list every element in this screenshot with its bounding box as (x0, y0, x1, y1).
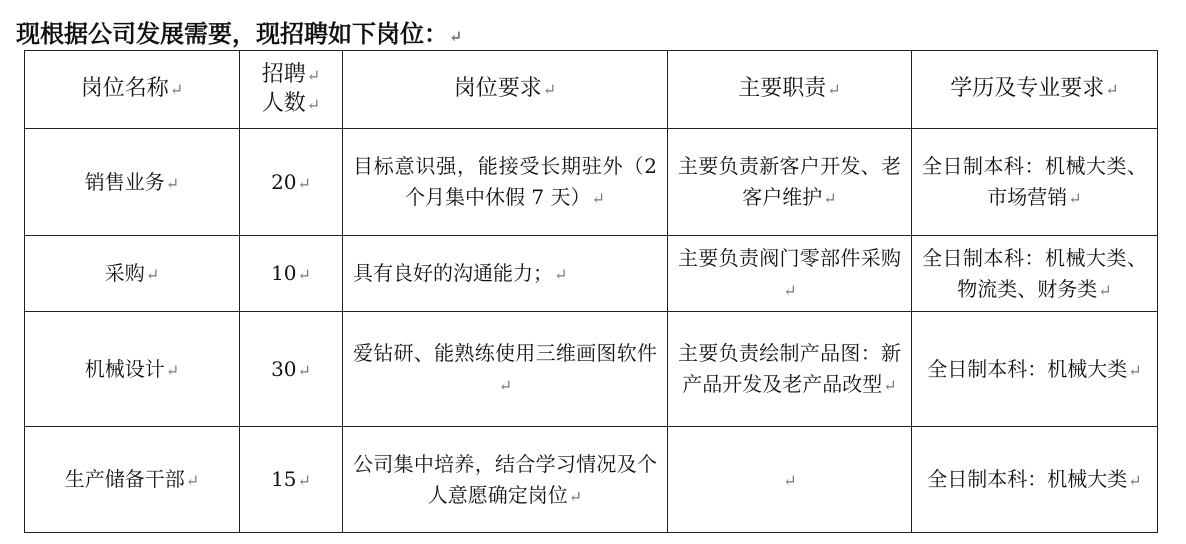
paragraph-mark-icon: ↵ (165, 360, 180, 380)
paragraph-mark-icon: ↵ (827, 80, 841, 100)
paragraph-mark-icon: ↵ (185, 471, 200, 490)
paragraph-mark-icon: ↵ (591, 189, 605, 208)
cell-position: 采购↵ (25, 236, 240, 312)
header-row (25, 51, 1158, 129)
paragraph-mark-icon: ↵ (297, 471, 311, 490)
paragraph-mark-icon: ↵ (498, 376, 513, 395)
cell-duties: 主要负责新客户开发、老客户维护↵ (668, 129, 912, 236)
paragraph-mark-icon: ↵ (165, 173, 180, 193)
table-row (25, 427, 1158, 533)
paragraph-mark-icon: ↵ (1128, 471, 1142, 490)
paragraph-mark-icon: ↵ (783, 280, 797, 300)
header-position: 岗位名称↵ (25, 51, 240, 129)
cell-position: 销售业务↵ (25, 129, 240, 236)
paragraph-mark-icon: ↵ (883, 376, 897, 395)
paragraph-mark-icon: ↵ (297, 265, 311, 284)
table-row (25, 129, 1158, 236)
cell-count: 30↵ (240, 312, 343, 427)
intro-text (16, 14, 462, 49)
paragraph-mark-icon: ↵ (1098, 280, 1112, 300)
cell-position: 生产储备干部↵ (25, 427, 240, 533)
paragraph-mark-icon: ↵ (306, 94, 321, 114)
paragraph-mark-icon: ↵ (297, 360, 311, 380)
paragraph-mark-icon: ↵ (449, 27, 463, 46)
cell-requirements: 爱钻研、能熟练使用三维画图软件↵ (343, 312, 668, 427)
header-duties: 主要职责↵ (668, 51, 912, 129)
paragraph-mark-icon: ↵ (145, 265, 160, 284)
cell-education: 全日制本科：机械大类、物流类、财务类↵ (912, 236, 1158, 312)
header-requirements: 岗位要求↵ (343, 51, 668, 129)
cell-requirements: 公司集中培养，结合学习情况及个人意愿确定岗位↵ (343, 427, 668, 533)
paragraph-mark-icon: ↵ (1128, 360, 1142, 380)
paragraph-mark-icon: ↵ (169, 80, 184, 100)
paragraph-mark-icon: ↵ (1068, 189, 1082, 208)
cell-count: 20↵ (240, 129, 343, 236)
intro-label: 现根据公司发展需要，现招聘如下岗位： (16, 19, 448, 48)
header-education: 学历及专业要求↵ (912, 51, 1158, 129)
paragraph-mark-icon: ↵ (554, 265, 568, 284)
cell-position: 机械设计↵ (25, 312, 240, 427)
paragraph-mark-icon: ↵ (568, 486, 583, 506)
cell-count: 10↵ (240, 236, 343, 312)
table-row (25, 312, 1158, 427)
paragraph-mark-icon: ↵ (823, 189, 837, 208)
cell-education: 全日制本科：机械大类↵ (912, 427, 1158, 533)
cell-requirements: 目标意识强，能接受长期驻外（2 个月集中休假 7 天）↵ (343, 129, 668, 236)
cell-requirements: 具有良好的沟通能力；↵ (343, 236, 668, 312)
header-count: 招聘↵ 人数↵ (240, 51, 343, 129)
cell-duties: 主要负责阀门零部件采购↵ (668, 236, 912, 312)
paragraph-mark-icon: ↵ (306, 65, 321, 85)
recruitment-table (24, 50, 1158, 533)
cell-duties (668, 427, 912, 533)
table-row (25, 236, 1158, 312)
paragraph-mark-icon: ↵ (1105, 80, 1119, 100)
cell-count: 15↵ (240, 427, 343, 533)
paragraph-mark-icon: ↵ (297, 173, 311, 193)
paragraph-mark-icon: ↵ (783, 471, 797, 490)
cell-education: 全日制本科：机械大类↵ (912, 312, 1158, 427)
cell-education: 全日制本科：机械大类、市场营销↵ (912, 129, 1158, 236)
paragraph-mark-icon: ↵ (542, 80, 557, 100)
cell-duties: 主要负责绘制产品图：新产品开发及老产品改型↵ (668, 312, 912, 427)
